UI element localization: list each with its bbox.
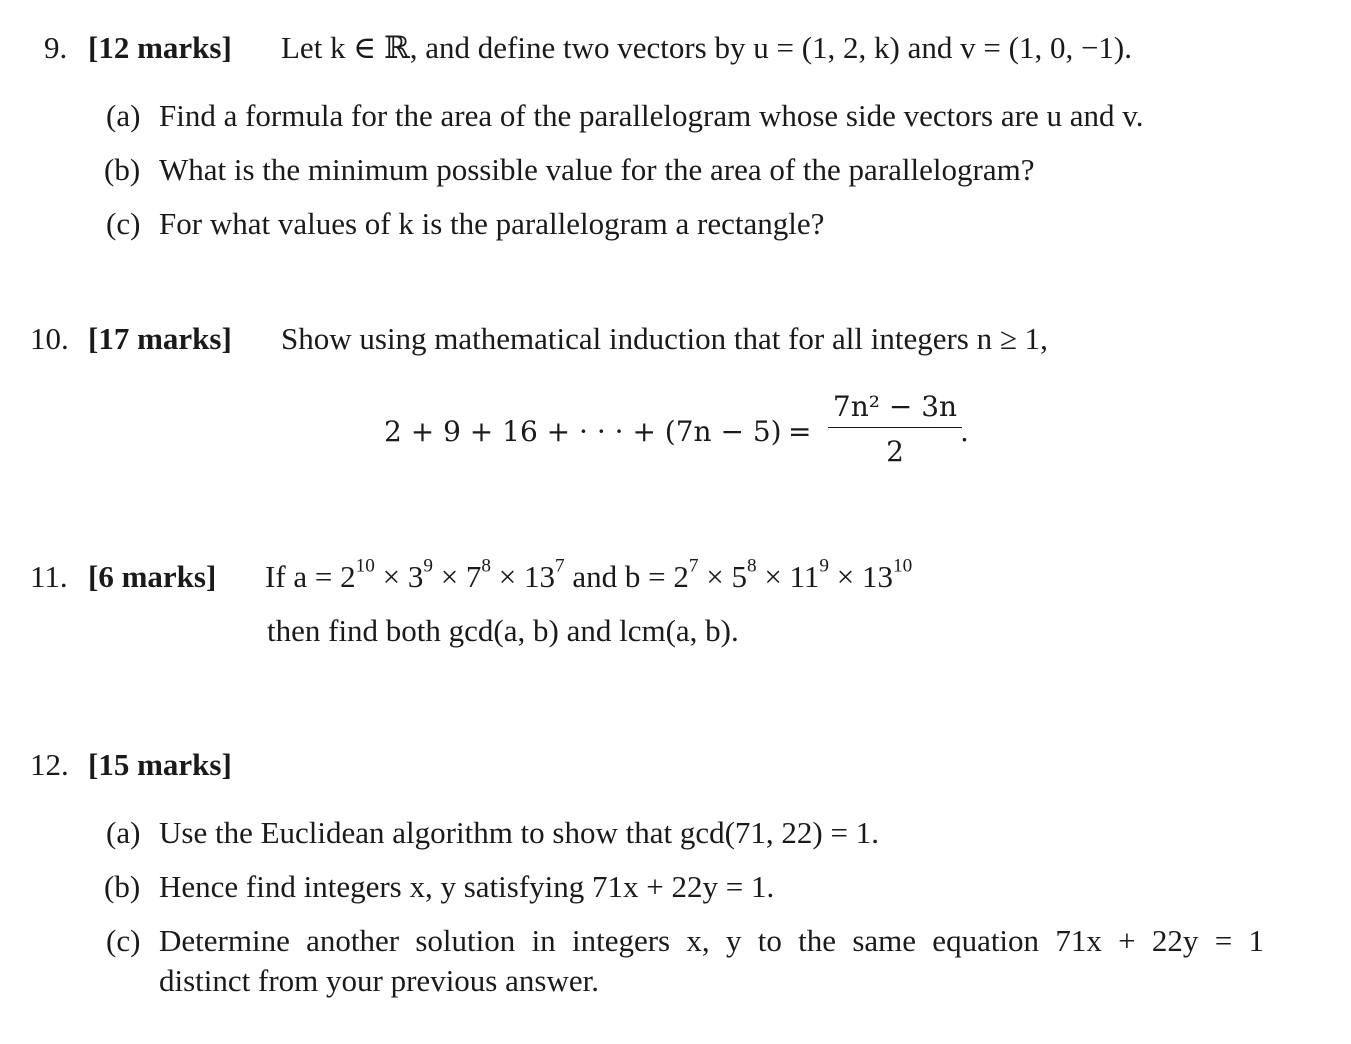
question-line-1: If $a = 2^{10} \times 3^9 \times 7^8 \times 13^7$ and $b = 2^7 \times 5^8 \times 11^9 \times 13^{10}$ bbox=[265, 555, 913, 594]
question-marks: [6 marks] bbox=[88, 559, 217, 594]
question-number: 12. bbox=[30, 747, 69, 782]
part-text-continuation: distinct from your previous answer. bbox=[159, 963, 599, 998]
question-number: 11. bbox=[30, 559, 68, 594]
question-number: 10. bbox=[30, 321, 69, 356]
question-marks: [17 marks] bbox=[88, 321, 232, 356]
part-text: Use the Euclidean algorithm to show that gcd(71, 22) = 1. bbox=[159, 815, 879, 850]
question-number: 9. bbox=[44, 30, 68, 65]
part-label: (c) bbox=[106, 923, 141, 958]
part-label: (b) bbox=[104, 152, 141, 187]
question-stem: Show using mathematical induction that for all integers n ≥ 1, bbox=[281, 321, 1048, 356]
fraction-denominator: 2 bbox=[886, 435, 904, 468]
part-text: What is the minimum possible value for the area of the parallelogram? bbox=[159, 152, 1035, 187]
fraction-numerator: 7n² − 3n bbox=[832, 390, 958, 423]
part-label: (a) bbox=[106, 98, 141, 133]
part-label: (c) bbox=[106, 206, 141, 241]
equation-period: . bbox=[960, 415, 969, 448]
part-text: Hence find integers x, y satisfying 71x + 22y = 1. bbox=[159, 869, 775, 904]
part-label: (b) bbox=[104, 869, 141, 904]
part-text: Find a formula for the area of the parallelogram whose side vectors are u and v. bbox=[159, 98, 1144, 133]
question-stem: Let k ∈ ℝ, and define two vectors by u = (1, 2, k) and v = (1, 0, −1). bbox=[281, 30, 1133, 65]
equation-lhs: 2 + 9 + 16 + · · · + (7n − 5) bbox=[384, 415, 782, 448]
equation-equals: = bbox=[788, 415, 812, 448]
part-text: Determine another solution in integers x, y to the same equation 71x + 22y = 1 bbox=[159, 923, 1264, 958]
equation-fraction bbox=[828, 390, 962, 468]
part-label: (a) bbox=[106, 815, 141, 850]
part-text: For what values of k is the parallelogram a rectangle? bbox=[159, 206, 825, 241]
question-marks: [15 marks] bbox=[88, 747, 232, 782]
question-line-2: then find both gcd(a, b) and lcm(a, b). bbox=[267, 613, 739, 648]
question-marks: [12 marks] bbox=[88, 30, 232, 65]
